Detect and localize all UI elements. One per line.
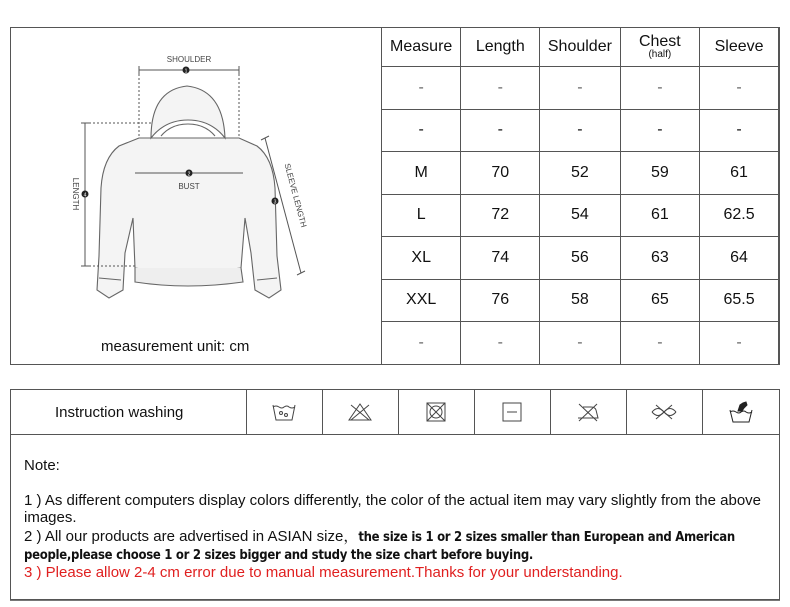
table-cell: 54 <box>540 194 620 237</box>
table-cell: - <box>620 322 700 365</box>
table-cell: - <box>382 109 461 152</box>
marker-2: 2 <box>187 171 191 178</box>
wash-30-icon <box>247 390 323 434</box>
table-cell: - <box>540 322 620 365</box>
table-cell: - <box>382 67 461 110</box>
header-chest <box>620 28 700 67</box>
table-cell: 65.5 <box>700 279 779 322</box>
table-row <box>382 67 779 110</box>
table-cell: - <box>700 322 779 365</box>
note-2-intro: 2 ) All our products are advertised in ASIAN size， <box>24 528 359 545</box>
note-3: 3 ) Please allow 2-4 cm error due to manual measurement.Thanks for your understanding. <box>24 564 623 581</box>
size-table <box>381 27 779 365</box>
table-cell: - <box>461 67 540 110</box>
table-cell: 76 <box>461 279 540 322</box>
no-bleach-icon <box>323 390 399 434</box>
divider <box>10 600 780 601</box>
bust-label: BUST <box>178 182 200 191</box>
marker-3: 3 <box>273 199 277 206</box>
header-chest-note: (half) <box>648 49 672 60</box>
table-cell: XXL <box>382 279 461 322</box>
hoodie-diagram <box>11 28 381 364</box>
marker-4: 4 <box>83 192 87 199</box>
table-cell: 65 <box>620 279 700 322</box>
note-1: 1 ) As different computers display colors differently, the color of the actual item may vary slightly from the above images. <box>24 492 762 526</box>
table-row <box>382 237 779 280</box>
length-label: LENGTH <box>71 177 80 211</box>
table-cell: L <box>382 194 461 237</box>
notes-section <box>10 435 780 600</box>
table-cell: 63 <box>620 237 700 280</box>
note-2-detail: the size is 1 or 2 sizes smaller than European and American people,please choose 1 or 2 sizes bigger and study the size chart before buying. <box>24 530 735 563</box>
table-row <box>382 152 779 195</box>
no-dry-clean-icon <box>627 390 703 434</box>
table-row <box>382 322 779 365</box>
table-cell: - <box>620 67 700 110</box>
table-header-row <box>382 28 779 67</box>
size-chart <box>10 27 780 365</box>
header-sleeve: Sleeve <box>700 28 779 67</box>
dry-flat-icon <box>475 390 551 434</box>
table-cell: - <box>700 109 779 152</box>
table-cell: - <box>461 322 540 365</box>
table-cell: 58 <box>540 279 620 322</box>
table-cell: - <box>620 109 700 152</box>
table-cell: 56 <box>540 237 620 280</box>
header-measure: Measure <box>382 28 461 67</box>
sleeve-label: SLEEVE LENGTH <box>282 162 309 229</box>
table-cell: 70 <box>461 152 540 195</box>
header-chest-label: Chest <box>638 33 681 50</box>
no-tumble-dry-icon <box>399 390 475 434</box>
measurement-unit: measurement unit: cm <box>101 338 250 355</box>
table-cell: 62.5 <box>700 194 779 237</box>
table-cell: - <box>461 109 540 152</box>
table-row <box>382 194 779 237</box>
table-cell: - <box>540 67 620 110</box>
table-cell: 59 <box>620 152 700 195</box>
table-cell: - <box>382 322 461 365</box>
no-iron-icon <box>551 390 627 434</box>
hand-wash-icon <box>703 390 779 434</box>
shoulder-label: SHOULDER <box>166 55 212 64</box>
note-title: Note: <box>24 457 60 474</box>
table-cell: 64 <box>700 237 779 280</box>
washing-instructions <box>10 389 780 435</box>
table-row <box>382 109 779 152</box>
hoodie-outline <box>97 86 281 298</box>
table-cell: XL <box>382 237 461 280</box>
table-cell: 61 <box>700 152 779 195</box>
table-cell: - <box>700 67 779 110</box>
table-cell: - <box>540 109 620 152</box>
table-cell: 72 <box>461 194 540 237</box>
table-cell: 61 <box>620 194 700 237</box>
table-row <box>382 279 779 322</box>
marker-1: 1 <box>184 68 188 75</box>
header-shoulder: Shoulder <box>540 28 620 67</box>
note-2 <box>24 528 774 564</box>
washing-label: Instruction washing <box>11 390 247 434</box>
header-length: Length <box>461 28 540 67</box>
table-cell: M <box>382 152 461 195</box>
table-cell: 52 <box>540 152 620 195</box>
table-cell: 74 <box>461 237 540 280</box>
